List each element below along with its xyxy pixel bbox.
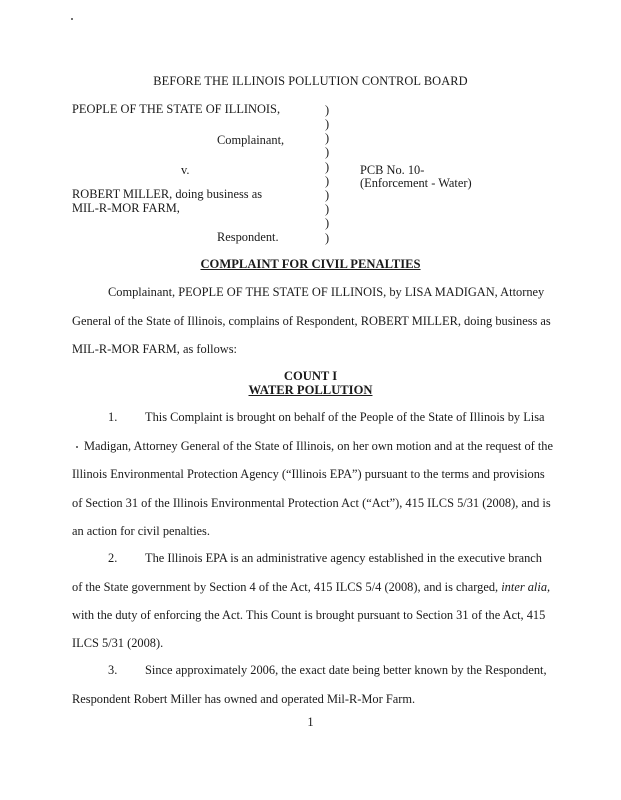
intro-line-3: MIL-R-MOR FARM, as follows: (72, 342, 237, 356)
caption-paren: ) (325, 202, 330, 216)
caption-paren: ) (325, 174, 330, 188)
paragraph-3-line-2: Respondent Robert Miller has owned and operated Mil-R-Mor Farm. (72, 692, 416, 706)
paragraph-1-line-4: of Section 31 of the Illinois Environmental Protection Act (“Act”), 415 ILCS 5/31 (2008), and is (72, 496, 551, 510)
paragraph-2-line-4: ILCS 5/31 (2008). (72, 636, 164, 650)
caption-paren: ) (325, 103, 330, 117)
complainant-label: Complainant, (217, 133, 285, 147)
caption-paren: ) (325, 160, 330, 174)
scan-speck (76, 446, 78, 448)
paragraph-2-number: 2. (108, 551, 118, 565)
intro-line-1: Complainant, PEOPLE OF THE STATE OF ILLINOIS, by LISA MADIGAN, Attorney (108, 285, 545, 299)
scan-speck (71, 18, 73, 20)
complaint-title: COMPLAINT FOR CIVIL PENALTIES (200, 257, 421, 271)
paragraph-1-line-3: Illinois Environmental Protection Agency (“Illinois EPA”) pursuant to the terms and provisions (72, 467, 545, 481)
paragraph-2-line-2-text: of the State government by Section 4 of the Act, 415 ILCS 5/4 (2008), and is charged, (72, 580, 502, 594)
paragraph-2-line-2 (72, 580, 550, 595)
paragraph-3-number: 3. (108, 663, 118, 677)
paragraph-3-line-1: Since approximately 2006, the exact date being better known by the Respondent, (145, 663, 547, 677)
paragraph-1-line-5: an action for civil penalties. (72, 524, 210, 538)
paragraph-2-line-1: The Illinois EPA is an administrative agency established in the executive branch (145, 551, 542, 565)
page-number: 1 (307, 715, 314, 729)
count-name: WATER POLLUTION (248, 383, 373, 397)
defendant-line-2: MIL-R-MOR FARM, (72, 201, 180, 215)
caption-paren: ) (325, 216, 330, 230)
board-heading: BEFORE THE ILLINOIS POLLUTION CONTROL BOARD (153, 74, 468, 88)
caption-paren: ) (325, 117, 330, 131)
paragraph-1-line-1: This Complaint is brought on behalf of the People of the State of Illinois by Lisa (145, 410, 545, 424)
versus-label: v. (181, 163, 190, 177)
caption-paren: ) (325, 131, 330, 145)
respondent-label: Respondent. (217, 230, 279, 244)
plaintiff-name: PEOPLE OF THE STATE OF ILLINOIS, (72, 102, 281, 116)
inter-alia-italic: inter alia, (501, 580, 551, 594)
caption-paren: ) (325, 145, 330, 159)
count-number: COUNT I (283, 369, 338, 383)
intro-line-2: General of the State of Illinois, complains of Respondent, ROBERT MILLER, doing business as (72, 314, 551, 328)
case-number: PCB No. 10- (360, 163, 425, 177)
caption-paren: ) (325, 231, 330, 245)
defendant-line-1: ROBERT MILLER, doing business as (72, 187, 263, 201)
case-type: (Enforcement - Water) (360, 176, 472, 190)
caption-paren: ) (325, 188, 330, 202)
paragraph-1-line-2: Madigan, Attorney General of the State of Illinois, on her own motion and at the request of the (84, 439, 554, 453)
paragraph-2-line-3: with the duty of enforcing the Act. This Count is brought pursuant to Section 31 of the Act, 415 (72, 608, 546, 622)
paragraph-1-number: 1. (108, 410, 118, 424)
